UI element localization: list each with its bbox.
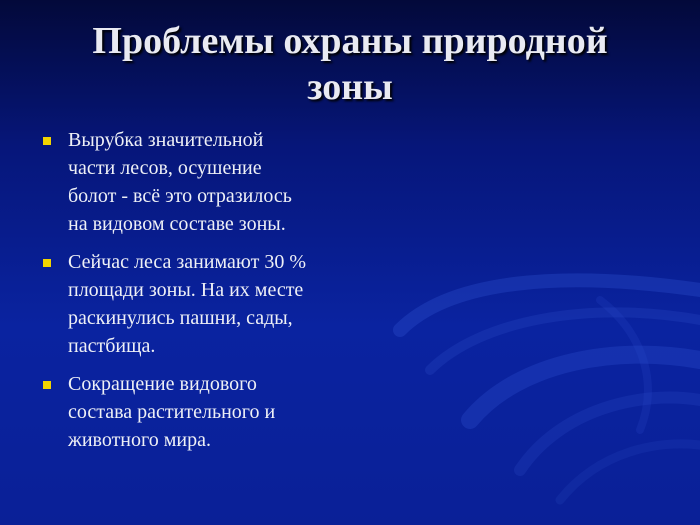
bullet-2-line-1: Сейчас леса занимают 30 % <box>68 251 306 273</box>
title-line-2: зоны <box>307 66 393 108</box>
square-bullet-icon <box>43 381 51 389</box>
bullet-item-1 <box>40 126 360 238</box>
bullet-1-line-4: на видовом составе зоны. <box>68 213 286 235</box>
bullet-3-line-3: животного мира. <box>68 429 211 451</box>
bullet-item-2 <box>40 248 360 360</box>
bullet-3-line-1: Сокращение видового <box>68 373 257 395</box>
bullet-2-line-3: раскинулись пашни, сады, <box>68 307 293 329</box>
bullet-2-line-4: пастбища. <box>68 335 156 357</box>
bullet-1-line-1: Вырубка значительной <box>68 129 264 151</box>
bullet-item-3 <box>40 370 360 454</box>
bullet-1-line-2: части лесов, осушение <box>68 157 262 179</box>
bullet-2-line-2: площади зоны. На их месте <box>68 279 304 301</box>
bullet-list <box>40 126 360 464</box>
bullet-1-line-3: болот - всё это отразилось <box>68 185 292 207</box>
title-line-1: Проблемы охраны природной <box>92 20 608 62</box>
bullet-3-line-2: состава растительного и <box>68 401 276 423</box>
square-bullet-icon <box>43 137 51 145</box>
square-bullet-icon <box>43 259 51 267</box>
slide-title <box>20 18 680 110</box>
